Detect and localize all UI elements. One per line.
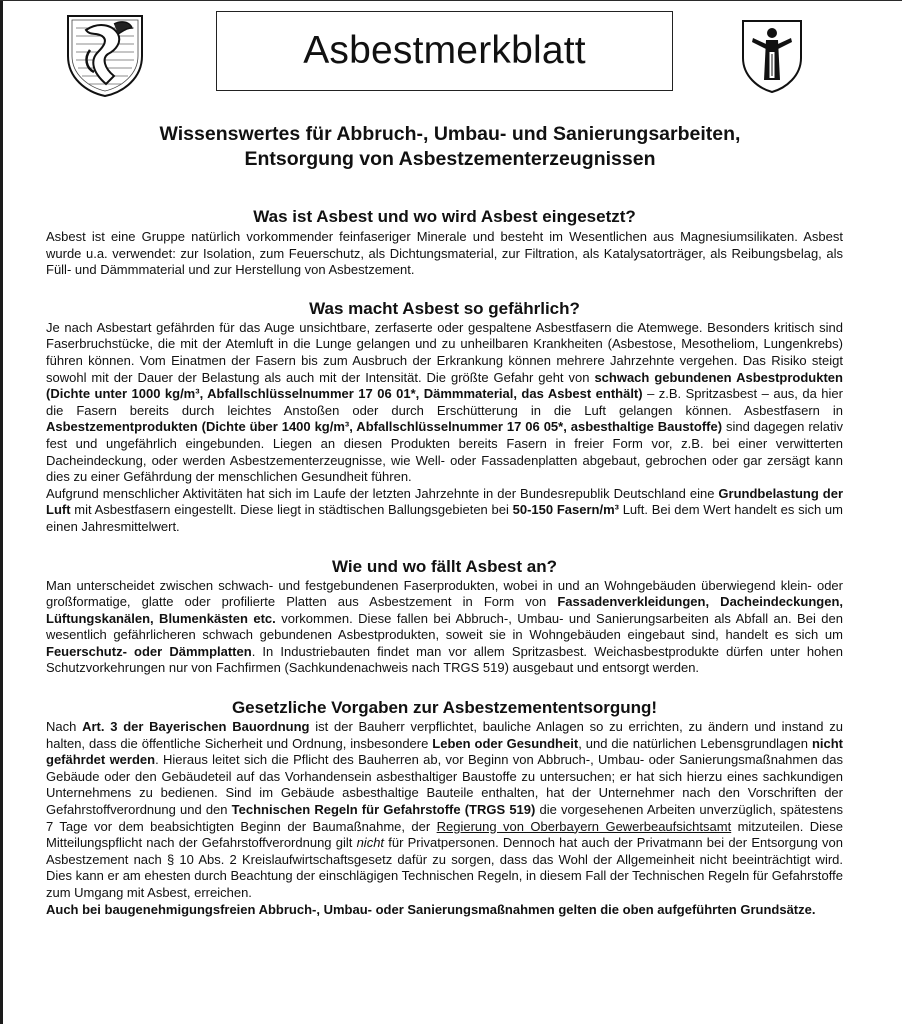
title-box: [216, 11, 673, 91]
bold-text-run: nicht gefährdet werden: [46, 735, 843, 768]
subtitle-line-1: Wissenswertes für Abbruch-, Umbau- und Sanierungsarbeiten,: [159, 123, 741, 145]
section-paragraph: [46, 719, 843, 902]
section-paragraph: Asbest ist eine Gruppe natürlich vorkommender feinfaseriger Minerale und besteht im Wesentlichen aus Magnesiumsilikaten. Asbest wurde u.a. verwendet: zur Isolation, zum Feuerschutz, als Dichtungsmaterial, zur Filtration, als Katalysatorträger, als Reibungsbelag, als Füll- und Dämmmaterial und zur Herstellung von Asbestzement.: [46, 229, 843, 278]
document-body: [46, 206, 843, 918]
bold-text-run: schwach gebundenen Asbestprodukten (Dichte unter 1000 kg/m³, Abfallschlüsselnummer 17 06 01*, Dämmmaterial, das Asbest enthält): [46, 369, 843, 402]
text-run: mitzuteilen. Diese Mitteilungspflicht nach der Gefahrstoffverordnung gilt: [46, 818, 843, 851]
text-run: für Privatpersonen. Dennoch hat auch der Privatmann bei der Entsorgung von Asbestzement nach § 10 Abs. 2 Kreislaufwirtschaftsgesetz dafür zu sorgen, dass das Wohl der Allgemeinheit nicht beeinträchtigt wird. Dies kann er am ehesten durch Beachtung der einschlägigen Technischen Regeln, in diesem Fall der Technischen Regeln für Gefahrstoffe zum Umgang mit Asbest, erreichen.: [46, 835, 843, 900]
text-run: Nach: [46, 719, 83, 735]
section-why-dangerous: [46, 298, 843, 536]
section-heading: Was ist Asbest und wo wird Asbest eingesetzt?: [253, 207, 636, 226]
underlined-authority-name: Regierung von Oberbayern Gewerbeaufsichtsamt: [436, 818, 732, 834]
text-run: , und die natürlichen Lebensgrundlagen: [578, 735, 812, 751]
bold-text-run: Leben oder Gesundheit: [432, 735, 579, 751]
text-run: . Hieraus leitet sich die Pflicht des Bauherren ab, vor Beginn von Abbruch-, Umbau- oder Sanierungsmaßnahmen das Gebäude oder den Gebäudeteil auf das Vorhandensein asbesthaltiger Baustoffe zu untersuchen; er hat sich hierzu eines sachkundigen Unternehmens zu bedienen. Sind im Gebäude asbesthaltige Bauteile enthalten, hat der Unternehmer nach den Vorschriften der Gefahrstoffverordnung und den: [46, 752, 843, 818]
bold-text-run: Feuerschutz- oder Dämmplatten: [46, 643, 252, 659]
text-run: mit Asbestfasern eingestellt. Diese liegt in städtischen Ballungsgebieten bei: [70, 502, 513, 518]
text-run: sind dagegen relativ fest und ungefährlich eingebunden. Liegen an diesen Produkten bereits Fasern in freier Form vor, z.B. bei einer verwitterten Dacheindeckung, oder werden Asbestzementerzeugnisse, wie Well- oder Fassadenplatten abgebaut, gebrochen oder gar zersägt kann dies zu einer Gefährdung der menschlichen Gesundheit führen.: [46, 419, 843, 485]
text-run: ist der Bauherr verpflichtet, bauliche Anlagen so zu errichten, zu ändern und instand zu halten, dass die öffentliche Sicherheit und Ordnung, insbesondere: [46, 719, 843, 751]
bold-text-run: 50-150 Fasern/m³: [512, 502, 619, 518]
page-frame-top: [0, 0, 902, 1]
subtitle: [40, 122, 860, 172]
section-paragraph: [46, 578, 843, 678]
italic-text-run: nicht: [356, 835, 385, 851]
section-where-occurs: [46, 556, 843, 678]
bold-text-run: Art. 3 der Bayerischen Bauordnung: [82, 719, 310, 735]
text-run: – z.B. Spritzasbest – aus, da hier die Fasern bereits durch leichtes Anstoßen oder durch Erschütterung in die Luft gelangen können. Asbestfasern in: [46, 386, 843, 418]
text-run: Man unterscheidet zwischen schwach- und festgebundenen Faserprodukten, wobei in und an Wohngebäuden überwiegend klein- oder großformatige, glatte oder profilierte Platten aus Asbestzement in Form von: [46, 577, 843, 610]
text-run: die vorgesehenen Arbeiten unverzüglich, spätestens 7 Tage vor dem beabsichtigten Beginn der Baumaßnahme, der: [46, 802, 844, 834]
bold-text-run: Technischen Regeln für Gefahrstoffe (TRGS 519): [231, 802, 536, 818]
section-paragraph: [46, 320, 843, 486]
text-run: . In Industriebauten findet man vor allem Spritzasbest. Weichasbestprodukte dürfen unter hohen Schutzvorkehrungen nur von Fachfirmen (Sachkundenachweis nach TRGS 519) ausgebaut und entsorgt werden.: [46, 643, 843, 676]
bold-text-run: Grundbelastung der Luft: [46, 485, 843, 518]
text-run: vorkommen. Diese fallen bei Abbruch-, Umbau- und Sanierungsarbeiten als Abfall an. Bei den wesentlich gefährlicheren schwach gebundenen Asbestprodukten, soweit sie in Wohngebäuden eingebaut sind, handelt es sich um: [46, 610, 843, 643]
section-heading: Gesetzliche Vorgaben zur Asbestzemententsorgung!: [231, 698, 658, 718]
page-title: Asbestmerkblatt: [303, 29, 586, 72]
crest-with-arm-icon: [64, 10, 146, 98]
section-legal-requirements: [46, 697, 843, 918]
text-run: Luft. Bei dem Wert handelt es sich um einen Jahresmittelwert.: [46, 502, 843, 534]
section-what-is-asbestos: [46, 206, 843, 279]
munich-monk-crest-icon: [740, 18, 804, 94]
subtitle-line-2: Entsorgung von Asbestzementerzeugnissen: [244, 148, 656, 170]
text-run: Je nach Asbestart gefährden für das Auge unsichtbare, zerfaserte oder gespaltene Asbestfasern die Atemwege. Besonders kritisch sind Faserbruchstücke, die mit der Atemluft in die Lunge gelangen und zu unheilbaren Krankheiten (Asbestose, Mesotheliom, Lungenkrebs) führen können. Vom Einatmen der Fasern bis zum Ausbruch der Erkrankung können mehrere Jahrzehnte vergehen. Das Risiko steigt sowohl mit der Dauer der Belastung als auch mit der Intensität. Die größte Gefahr geht von: [46, 319, 843, 385]
section-heading: Was macht Asbest so gefährlich?: [309, 298, 580, 318]
bold-text-run: Fassadenverkleidungen, Dacheindeckungen, Lüftungskanälen, Blumenkästen etc.: [46, 594, 843, 626]
bold-text-run: Asbestzementprodukten (Dichte über 1400 kg/m³, Abfallschlüsselnummer 17 06 05*, asbesthaltige Baustoffe): [46, 419, 723, 435]
section-heading: Wie und wo fällt Asbest an?: [332, 556, 557, 576]
text-run: Aufgrund menschlicher Aktivitäten hat sich im Laufe der letzten Jahrzehnte in der Bundesrepublik Deutschland eine: [46, 485, 719, 501]
section-paragraph: [46, 486, 843, 536]
page-frame-left: [0, 0, 3, 1024]
closing-statement: Auch bei baugenehmigungsfreien Abbruch-, Umbau- oder Sanierungsmaßnahmen gelten die oben aufgeführten Grundsätze.: [46, 901, 816, 917]
